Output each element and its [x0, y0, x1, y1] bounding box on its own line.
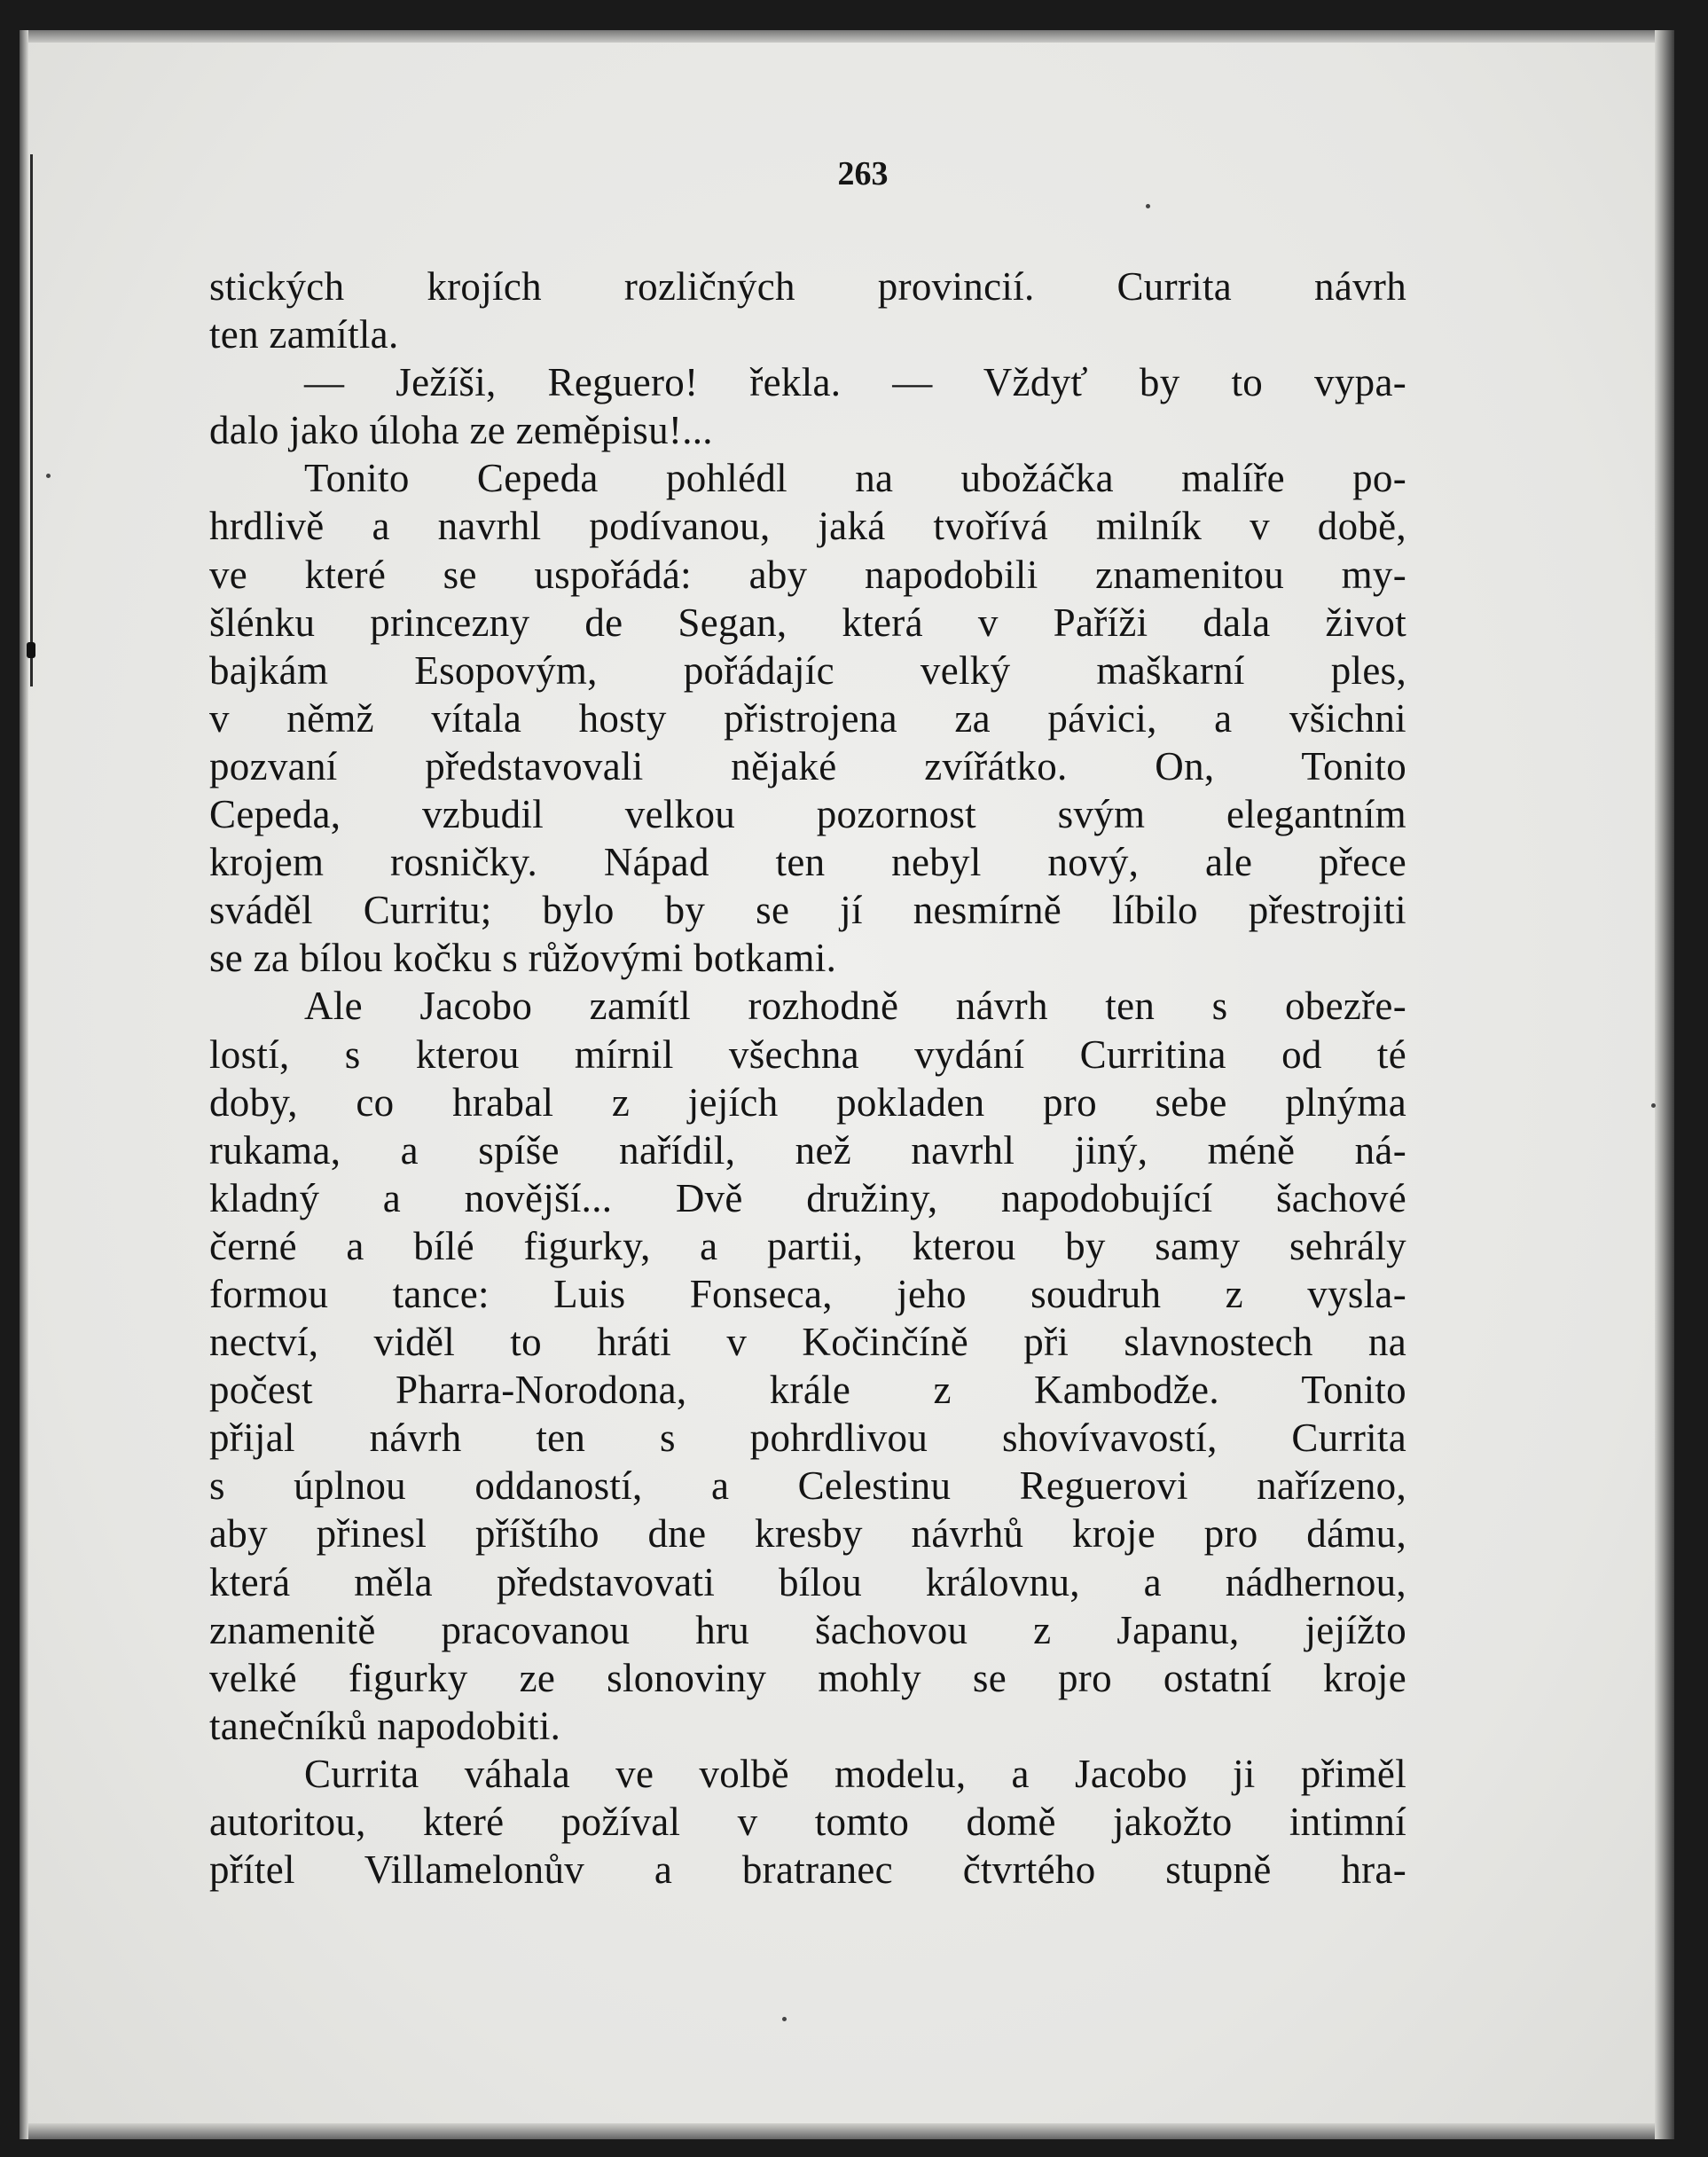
dust-speck	[1651, 1103, 1656, 1108]
text-line: kladný a novější... Dvě družiny, napodobující šachové	[209, 1175, 1406, 1220]
text-line: formou tance: Luis Fonseca, jeho soudruh z vysla-	[209, 1271, 1406, 1316]
text-line: šlénku princezny de Segan, která v Paříži dala život	[209, 600, 1406, 645]
text-line: Currita váhala ve volbě modelu, a Jacobo ji přiměl	[304, 1751, 1406, 1796]
binding-line	[30, 154, 33, 686]
page-edge-bottom	[20, 2123, 1674, 2139]
text-line: v němž vítala hosty přistrojena za pávici, a všichni	[209, 695, 1406, 741]
text-line: přijal návrh ten s pohrdlivou shovívavostí, Currita	[209, 1416, 1406, 1461]
dust-speck	[1146, 204, 1150, 208]
text-line: černé a bílé figurky, a partii, kterou by samy sehrály	[209, 1223, 1406, 1268]
dust-speck	[46, 474, 51, 478]
text-line: hrdlivě a navrhl podívanou, jaká tvořívá milník v době,	[209, 504, 1406, 549]
text-line: Tonito Cepeda pohlédl na ubožáčka malíře po-	[304, 456, 1406, 501]
text-line: Ale Jacobo zamítl rozhodně návrh ten s obezře-	[304, 984, 1406, 1029]
text-line: stických krojích rozličných provincií. Currita návrh	[209, 264, 1406, 309]
text-line: aby přinesl příštího dne kresby návrhů kroje pro dámu,	[209, 1511, 1406, 1557]
text-line: bajkám Esopovým, pořádajíc velký maškarní ples,	[209, 647, 1406, 693]
text-line: ve které se uspořádá: aby napodobili znamenitou my-	[209, 552, 1406, 597]
text-line: se za bílou kočku s růžovými botkami.	[209, 936, 837, 981]
text-line: lostí, s kterou mírnil všechna vydání Curritina od té	[209, 1031, 1406, 1077]
text-line: sváděl Curritu; bylo by se jí nesmírně líbilo přestrojiti	[209, 888, 1406, 933]
dust-speck	[782, 2017, 787, 2021]
page-edge-left	[20, 30, 28, 2139]
text-line: krojem rosničky. Nápad ten nebyl nový, ale přece	[209, 840, 1406, 885]
text-line: velké figurky ze slonoviny mohly se pro ostatní kroje	[209, 1655, 1406, 1700]
text-line: autoritou, které požíval v tomto domě jakožto intimní	[209, 1800, 1406, 1844]
body-text	[209, 263, 1406, 1894]
text-line: přítel Villamelonův a bratranec čtvrtého stupně hra-	[209, 1847, 1406, 1893]
page-edge-right	[1655, 30, 1674, 2139]
text-line: — Ježíši, Reguero! řekla. — Vždyť by to vypa-	[304, 360, 1406, 405]
text-line: Cepeda, vzbudil velkou pozornost svým elegantním	[209, 792, 1406, 837]
text-line: doby, co hrabal z jejích pokladen pro sebe plnýma	[209, 1079, 1406, 1125]
page-edge-top	[20, 30, 1674, 43]
text-line: pozvaní představovali nějaké zvířátko. On, Tonito	[209, 743, 1406, 788]
text-line: znamenitě pracovanou hru šachovou z Japanu, jejížto	[209, 1607, 1406, 1652]
text-line: tanečníků napodobiti.	[209, 1703, 561, 1748]
text-line: která měla představovati bílou královnu, a nádhernou,	[209, 1559, 1406, 1604]
page-number: 263	[837, 155, 889, 192]
text-line: počest Pharra-Norodona, krále z Kambodže. Tonito	[209, 1368, 1406, 1413]
text-line: rukama, a spíše nařídil, než navrhl jiný, méně ná-	[209, 1127, 1406, 1173]
text-line: nectví, viděl to hráti v Kočinčíně při slavnostech na	[209, 1320, 1406, 1365]
text-line: dalo jako úloha ze zeměpisu!...	[209, 408, 713, 453]
book-page	[20, 30, 1674, 2139]
text-line: s úplnou oddaností, a Celestinu Reguerovi nařízeno,	[209, 1463, 1406, 1509]
binding-mark	[27, 642, 35, 658]
text-line: ten zamítla.	[209, 312, 399, 357]
